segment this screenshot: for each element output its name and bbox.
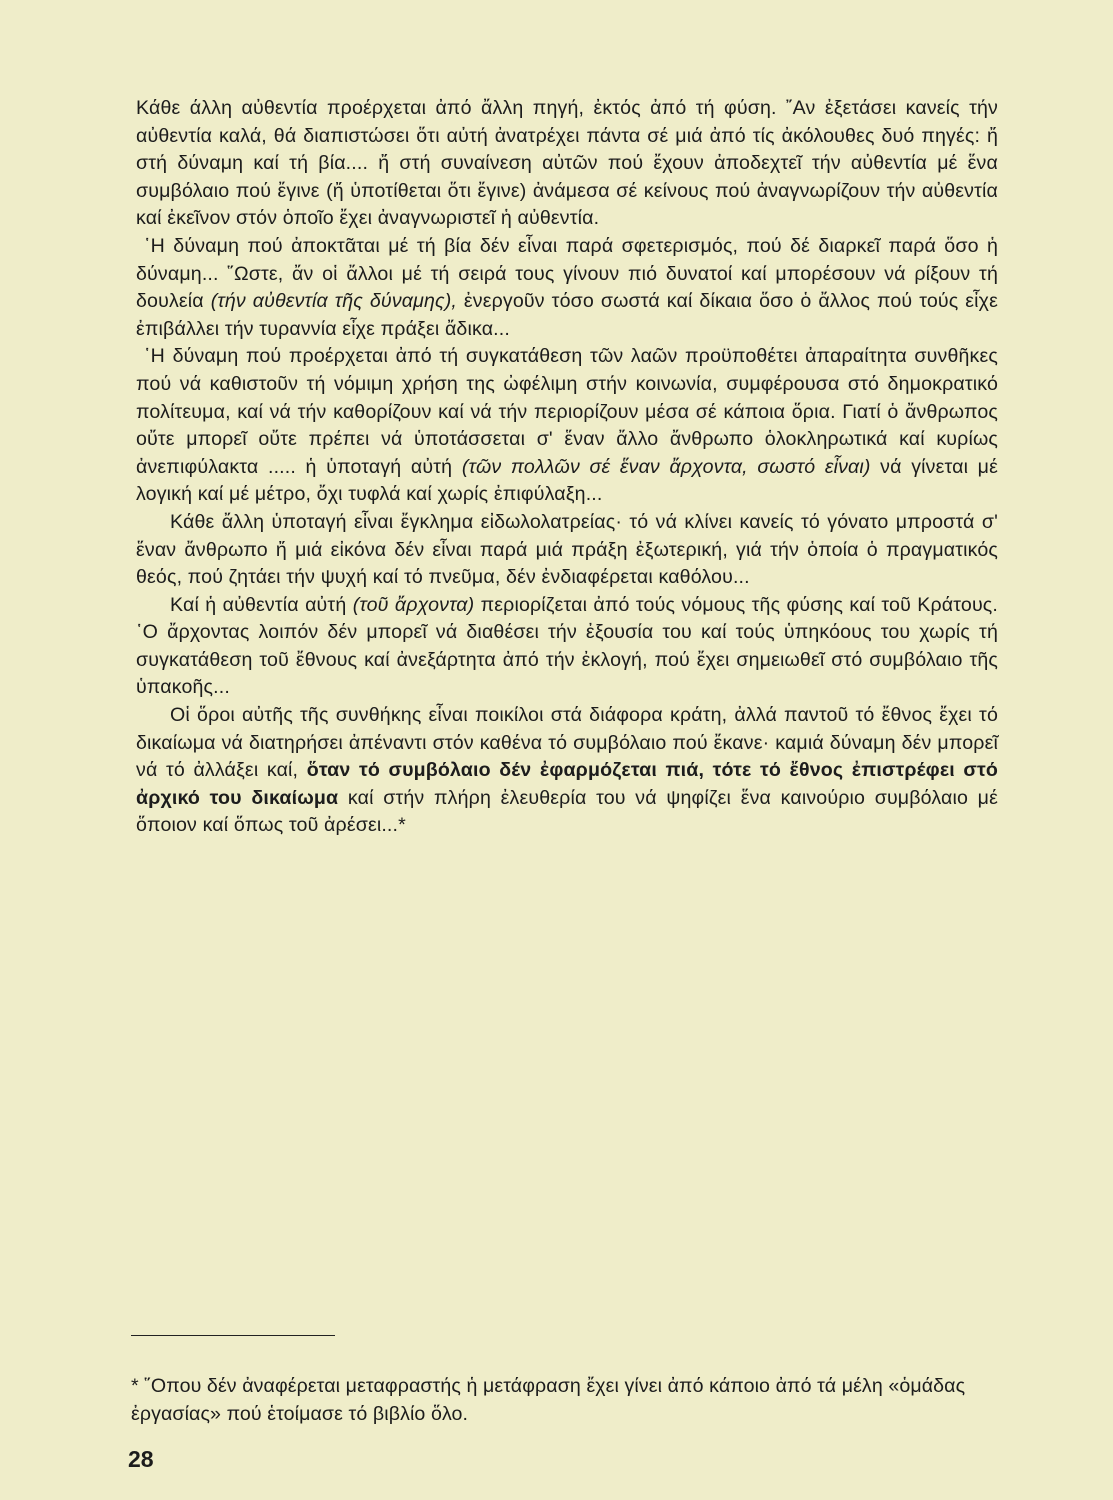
- paragraph-5-text-b: περιορίζεται ἀπό τούς νόμους τῆς φύσης καί τοῦ Κράτους. ῾Ο ἄρχοντας λοιπόν δέν μπορεῖ νά διαθέσει τήν ἐξουσία του καί τούς ὑπηκόους του χωρίς τή συγκατάθεση τοῦ ἔθνους καί ἀνεξάρτητα ἀπό τήν ἐκλογή, πού ἔχει σημειωθεῖ στό συμβόλαιο τῆς ὑπακοῆς...: [136, 593, 998, 699]
- paragraph-1-text: Κάθε άλλη αὐθεντία προέρχεται ἀπό ἄλλη πηγή, ἐκτός ἀπό τή φύση. ῎Αν ἐξετάσει κανείς τήν αὐθεντία καλά, θά διαπιστώσει ὅτι αὐτή ἀνατρέχει πάντα σέ μιά ἀπό τίς ἀκόλουθες δυό πηγές: ἤ στή δύναμη καί τή βία.... ἤ στή συναίνεση αὐτῶν πού ἔχουν ἀποδεχτεῖ τήν αὐθεντία μέ ἕνα συμβόλαιο πού ἔγινε (ἤ ὑποτίθεται ὅτι ἔγινε) ἀνάμεσα σέ κείνους πού ἀναγνωρίζουν τήν αὐθεντία καί ἐκεῖνον στόν ὁποῖο ἔχει ἀναγνωριστεῖ ἡ αὐθεντία.: [136, 97, 998, 230]
- footnote: * ῞Οπου δέν ἀναφέρεται μεταφραστής ἡ μετάφραση ἔχει γίνει ἀπό κάποιο ἀπό τά μέλη «ὁμάδας ἐργασίας» πού ἑτοίμασε τό βιβλίο ὅλο.: [131, 1375, 966, 1425]
- paragraph-6-text-b: καί στήν πλήρη ἐλευθερία του νά ψηφίζει ἕνα καινούριο συμβόλαιο μέ ὅποιον καί ὅπως τοῦ ἀρέσει...*: [136, 786, 998, 837]
- paragraph-1: [136, 95, 998, 233]
- paragraph-2-text-a: ῾Η δύναμη πού ἀποκτᾶται μέ τή βία δέν εἶναι παρά σφετερισμός, πού δέ διαρκεῖ παρά ὅσο ἡ δύναμη... ῞Ωστε, ἄν οἱ ἄλλοι μέ τή σειρά τους γίνουν πιό δυνατοί καί μπορέσουν νά ρίξουν τή δουλεία: [136, 234, 998, 313]
- paragraph-4-text: Κάθε ἄλλη ὑποταγή εἶναι ἔγκλημα εἰδωλολατρείας· τό νά κλίνει κανείς τό γόνατο μπροστά σ' ἕναν ἄνθρωπο ἤ μιά εἰκόνα δέν εἶναι παρά μιά πράξη ἐξωτερική, γιά τήν ὁποία ὁ πραγματικός θεός, πού ζητάει τήν ψυχή καί τό πνεῦμα, δέν ἐνδιαφέρεται καθόλου...: [136, 510, 998, 589]
- page-number: 28: [128, 1446, 154, 1472]
- paragraph-6-text-a: Οἱ ὅροι αὐτῆς τῆς συνθήκης εἶναι ποικίλοι στά διάφορα κράτη, ἀλλά παντοῦ τό ἔθνος ἔχει τό δικαίωμα νά διατηρήσει ἀπέναντι στόν καθένα τό συμβόλαιο πού ἔκανε· καμιά δύναμη δέν μπορεῖ νά τό ἀλλάξει καί,: [136, 704, 998, 782]
- paragraph-2: [136, 233, 998, 343]
- footnote-divider: [131, 1335, 335, 1336]
- paragraph-6-bold: ὅταν τό συμβόλαιο δέν ἐφαρμόζεται πιά, τότε τό ἔθνος ἐπιστρέφει στό ἀρχικό του δικαίωμα: [136, 759, 998, 809]
- paragraph-6: [136, 702, 998, 840]
- paragraph-3-text-b: νά γίνεται μέ λογική καί μέ μέτρο, ὄχι τυφλά καί χωρίς ἐπιφύλαξη...: [136, 455, 999, 506]
- paragraph-2-text-b: ἐνεργοῦν τόσο σωστά καί δίκαια ὅσο ὁ ἄλλος πού τούς εἶχε ἐπιβάλλει τήν τυραννία εἶχε πράξει ἄδικα...: [136, 290, 998, 340]
- paragraph-5-text-a: Καί ἡ αὐθεντία αὐτή: [170, 593, 353, 616]
- paragraph-2-italic: (τήν αὐθεντία τῆς δύναμης),: [210, 290, 457, 313]
- paragraph-4: [136, 509, 998, 592]
- paragraph-3-text-a: ῾Η δύναμη πού προέρχεται ἀπό τή συγκατάθεση τῶν λαῶν προϋποθέτει ἀπαραίτητα συνθῆκες πού νά καθιστοῦν τή νόμιμη χρήση της ὠφέλιμη στήν κοινωνία, συμφέρουσα στό δημοκρατικό πολίτευμα, καί νά τήν καθορίζουν καί νά τήν περιορίζουν μέσα σέ κάποια ὅρια. Γιατί ὁ ἄνθρωπος οὔτε μπορεῖ οὔτε πρέπει νά ὑποτάσσεται σ' ἕναν ἄλλο ἄνθρωπο ὁλοκληρωτικά καί κυρίως ἀνεπιφύλακτα ..... ἡ ὑποταγή αὐτή: [136, 345, 998, 478]
- body-text: [136, 95, 998, 840]
- paragraph-3-italic: (τῶν πολλῶν σέ ἕναν ἄρχοντα, σωστό εἶναι): [461, 455, 871, 478]
- paragraph-3: [136, 343, 998, 509]
- paragraph-5: [136, 592, 998, 702]
- paragraph-5-italic: (τοῦ ἄρχοντα): [352, 593, 475, 616]
